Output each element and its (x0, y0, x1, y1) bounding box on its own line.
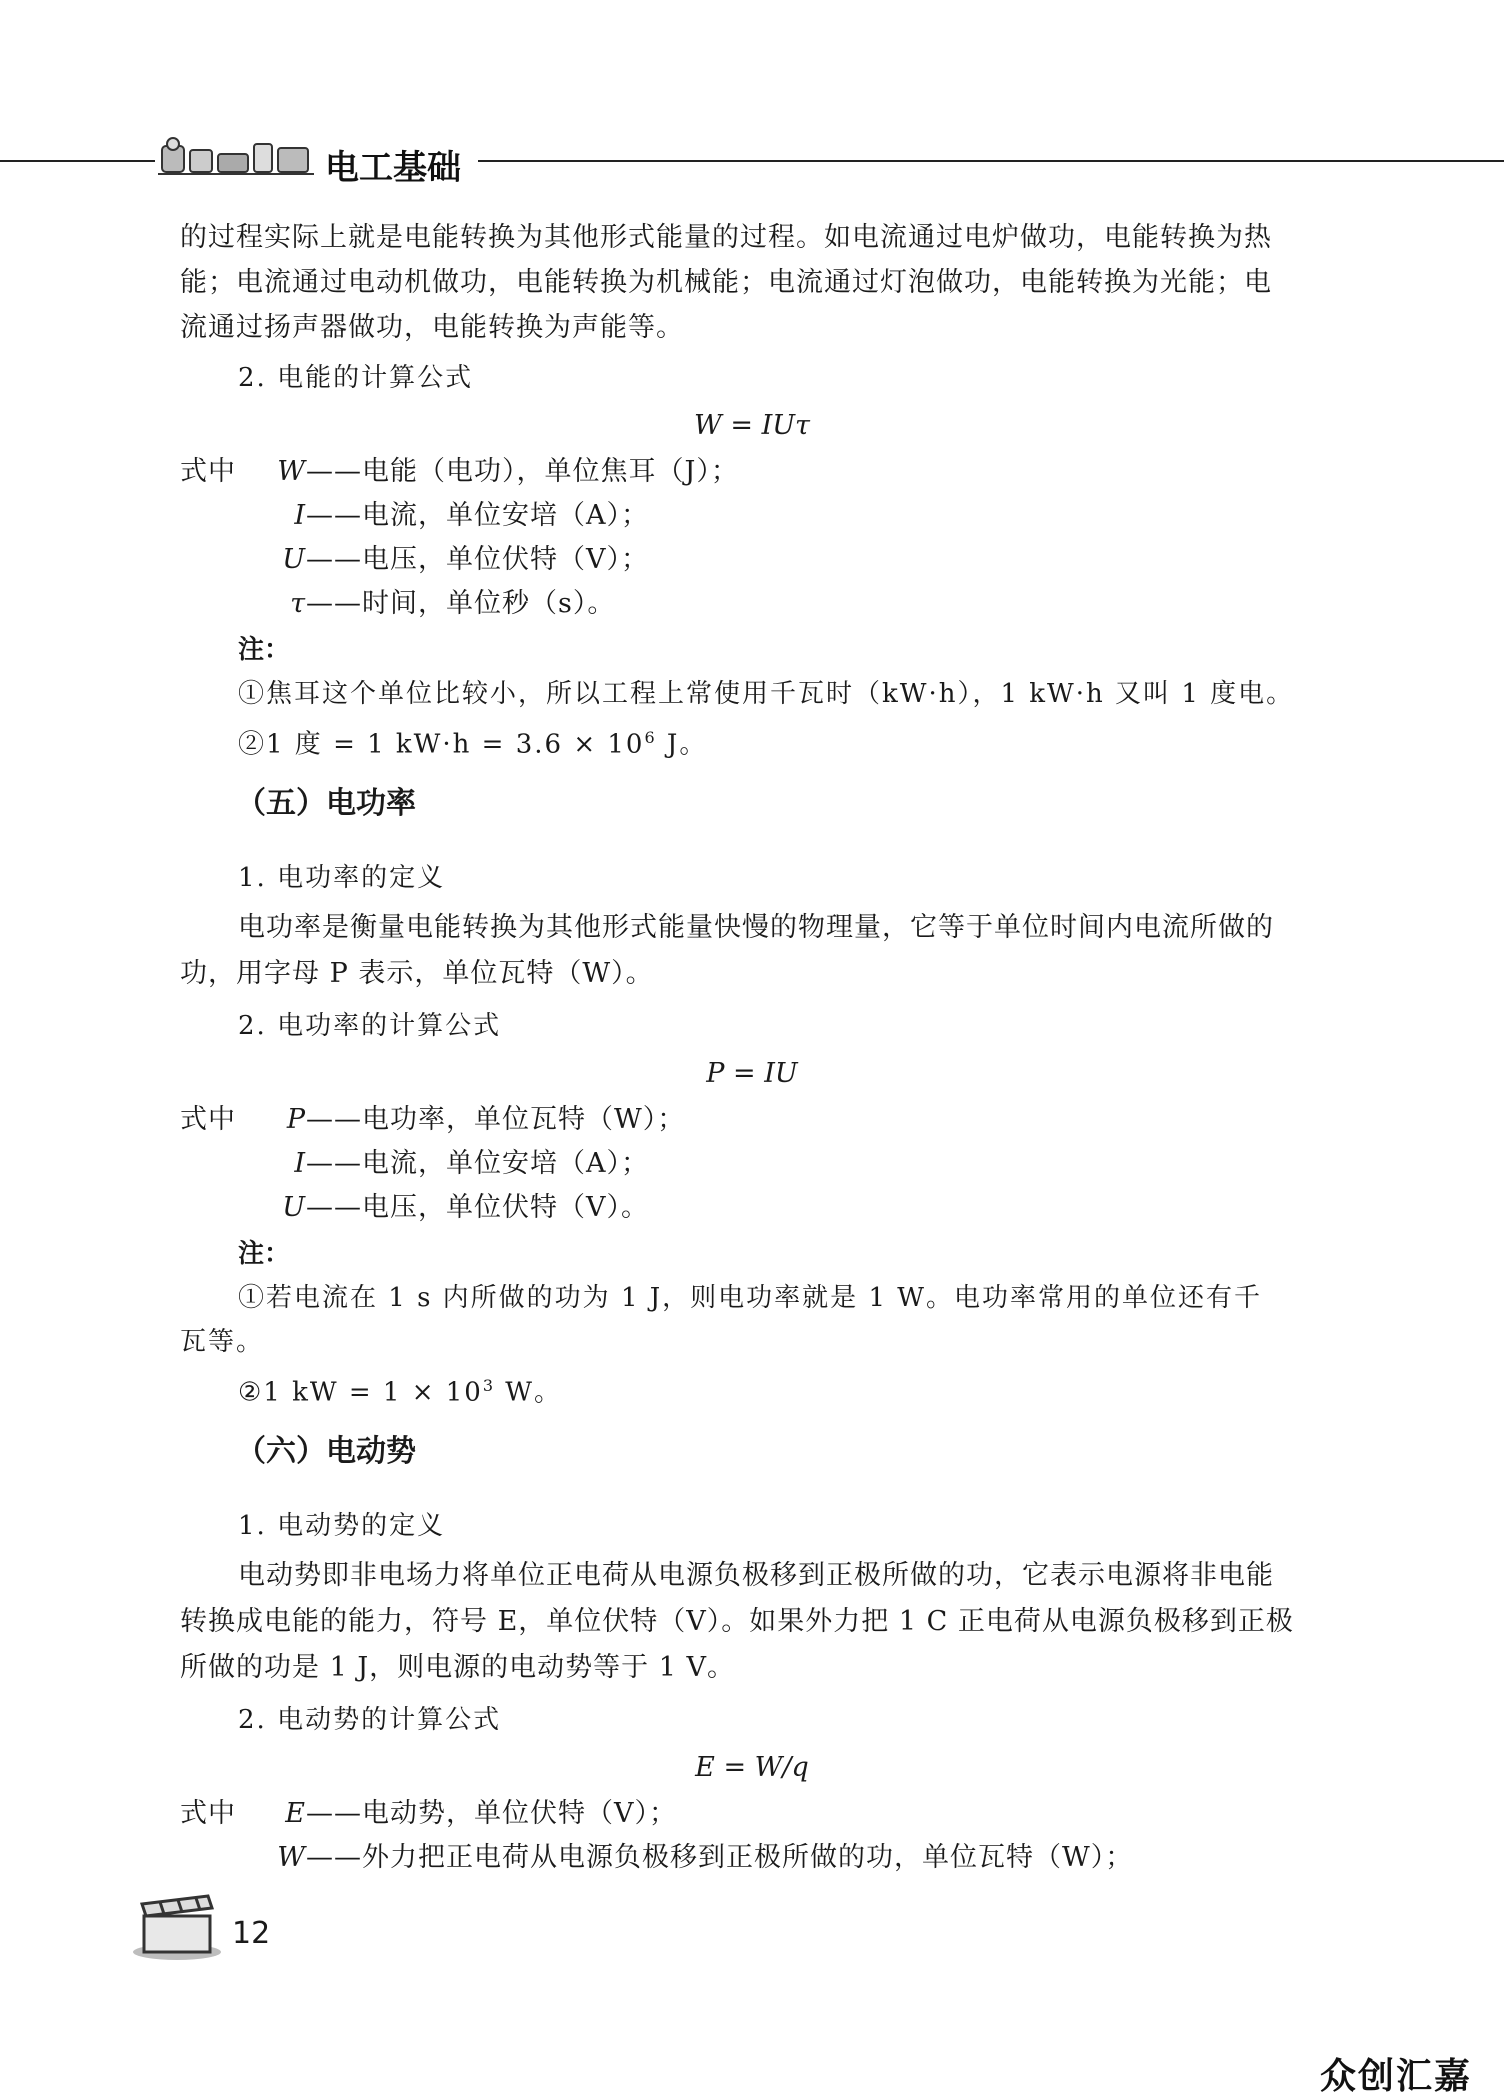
power-note-1-line-1: ①若电流在 1 s 内所做的功为 1 J，则电功率就是 1 W。电功率常用的单位还有千 (238, 1283, 1262, 1313)
section-6-title: （六）电动势 (236, 1434, 416, 1469)
emf-var-row (180, 1836, 1133, 1880)
exponent: 3 (482, 1376, 496, 1395)
energy-var-row (180, 450, 739, 494)
header-rule-right (478, 160, 1504, 162)
energy-var-row (180, 582, 615, 626)
formula-prefix: 式中 (180, 1104, 236, 1135)
var-symbol: P (286, 1104, 306, 1135)
emf-var-row (180, 1792, 677, 1836)
power-note-1-line-2: 瓦等。 (180, 1327, 265, 1357)
energy-note-1: ①焦耳这个单位比较小，所以工程上常使用千瓦时（kW·h），1 kW·h 又叫 1 度电。 (238, 679, 1295, 709)
var-description: ——电功率，单位瓦特（W）； (306, 1104, 686, 1135)
emf-formula: E = W/q (695, 1752, 809, 1783)
var-description: ——电动势，单位伏特（V）； (306, 1798, 677, 1829)
header-title: 电工基础 (325, 148, 461, 188)
note-text: ②1 kW = 1 × 10 (238, 1377, 483, 1408)
formula-prefix: 式中 (180, 456, 236, 487)
intro-line-3: 流通过扬声器做功，电能转换为声能等。 (180, 312, 684, 343)
power-var-row (180, 1142, 649, 1186)
power-var-row (180, 1186, 649, 1230)
var-symbol: U (282, 1192, 306, 1223)
section-6-def-heading: 1. 电动势的定义 (238, 1511, 446, 1541)
power-formula: P = IU (706, 1058, 798, 1089)
page-number: 12 (232, 1916, 271, 1951)
energy-var-row (180, 494, 649, 538)
var-description: ——电流，单位安培（A）； (306, 1148, 649, 1179)
power-note-head: 注： (238, 1239, 291, 1269)
section-6-def-line-2: 转换成电能的能力，符号 E，单位伏特（V）。如果外力把 1 C 正电荷从电源负极移到正极 (180, 1606, 1294, 1637)
var-symbol: U (282, 544, 306, 575)
energy-var-row (180, 538, 649, 582)
power-var-row (180, 1098, 685, 1142)
intro-line-1: 的过程实际上就是电能转换为其他形式能量的过程。如电流通过电炉做功，电能转换为热 (180, 222, 1272, 253)
intro-line-2: 能；电流通过电动机做功，电能转换为机械能；电流通过灯泡做功，电能转换为光能；电 (180, 267, 1272, 298)
exponent: 6 (644, 728, 657, 747)
var-description: ——电压，单位伏特（V）； (306, 544, 649, 575)
note-text: W。 (495, 1377, 563, 1408)
note-text: ②1 度 = 1 kW·h = 3.6 × 10 (238, 729, 645, 760)
energy-note-head: 注： (238, 635, 291, 665)
page-header (0, 136, 1504, 186)
var-symbol: I (294, 1148, 306, 1179)
watermark: 众创汇嘉 (1320, 2056, 1473, 2097)
var-symbol: I (294, 500, 306, 531)
section-5-def-heading: 1. 电功率的定义 (238, 863, 446, 893)
energy-note-2 (238, 716, 707, 767)
energy-formula: W = IUτ (694, 410, 810, 441)
energy-formula-heading: 2. 电能的计算公式 (238, 363, 474, 393)
section-6-formula-heading: 2. 电动势的计算公式 (238, 1705, 502, 1735)
var-symbol: τ (290, 588, 306, 619)
header-logo-icon (158, 136, 318, 180)
power-note-2 (238, 1364, 562, 1415)
section-5-formula-heading: 2. 电功率的计算公式 (238, 1011, 502, 1041)
section-6-def-line-3: 所做的功是 1 J，则电源的电动势等于 1 V。 (180, 1652, 736, 1683)
var-symbol: W (277, 456, 306, 487)
section-6-def-line-1: 电动势即非电场力将单位正电荷从电源负极移到正极所做的功，它表示电源将非电能 (238, 1560, 1274, 1591)
header-rule-left (0, 160, 155, 162)
var-symbol: E (285, 1798, 306, 1829)
var-description: ——电流，单位安培（A）； (306, 500, 649, 531)
var-description: ——电能（电功），单位焦耳（J）； (306, 456, 739, 487)
section-5-def-line-1: 电功率是衡量电能转换为其他形式能量快慢的物理量，它等于单位时间内电流所做的 (238, 912, 1274, 943)
section-5-def-line-2: 功，用字母 P 表示，单位瓦特（W）。 (180, 958, 654, 989)
var-description: ——电压，单位伏特（V）。 (306, 1192, 649, 1223)
note-text: J。 (656, 729, 708, 760)
var-symbol: W (277, 1842, 306, 1873)
var-description: ——外力把正电荷从电源负极移到正极所做的功，单位瓦特（W）； (306, 1842, 1134, 1873)
clapperboard-icon (130, 1892, 225, 1962)
section-5-title: （五）电功率 (236, 786, 416, 821)
formula-prefix: 式中 (180, 1798, 236, 1829)
var-description: ——时间，单位秒（s）。 (306, 588, 616, 619)
